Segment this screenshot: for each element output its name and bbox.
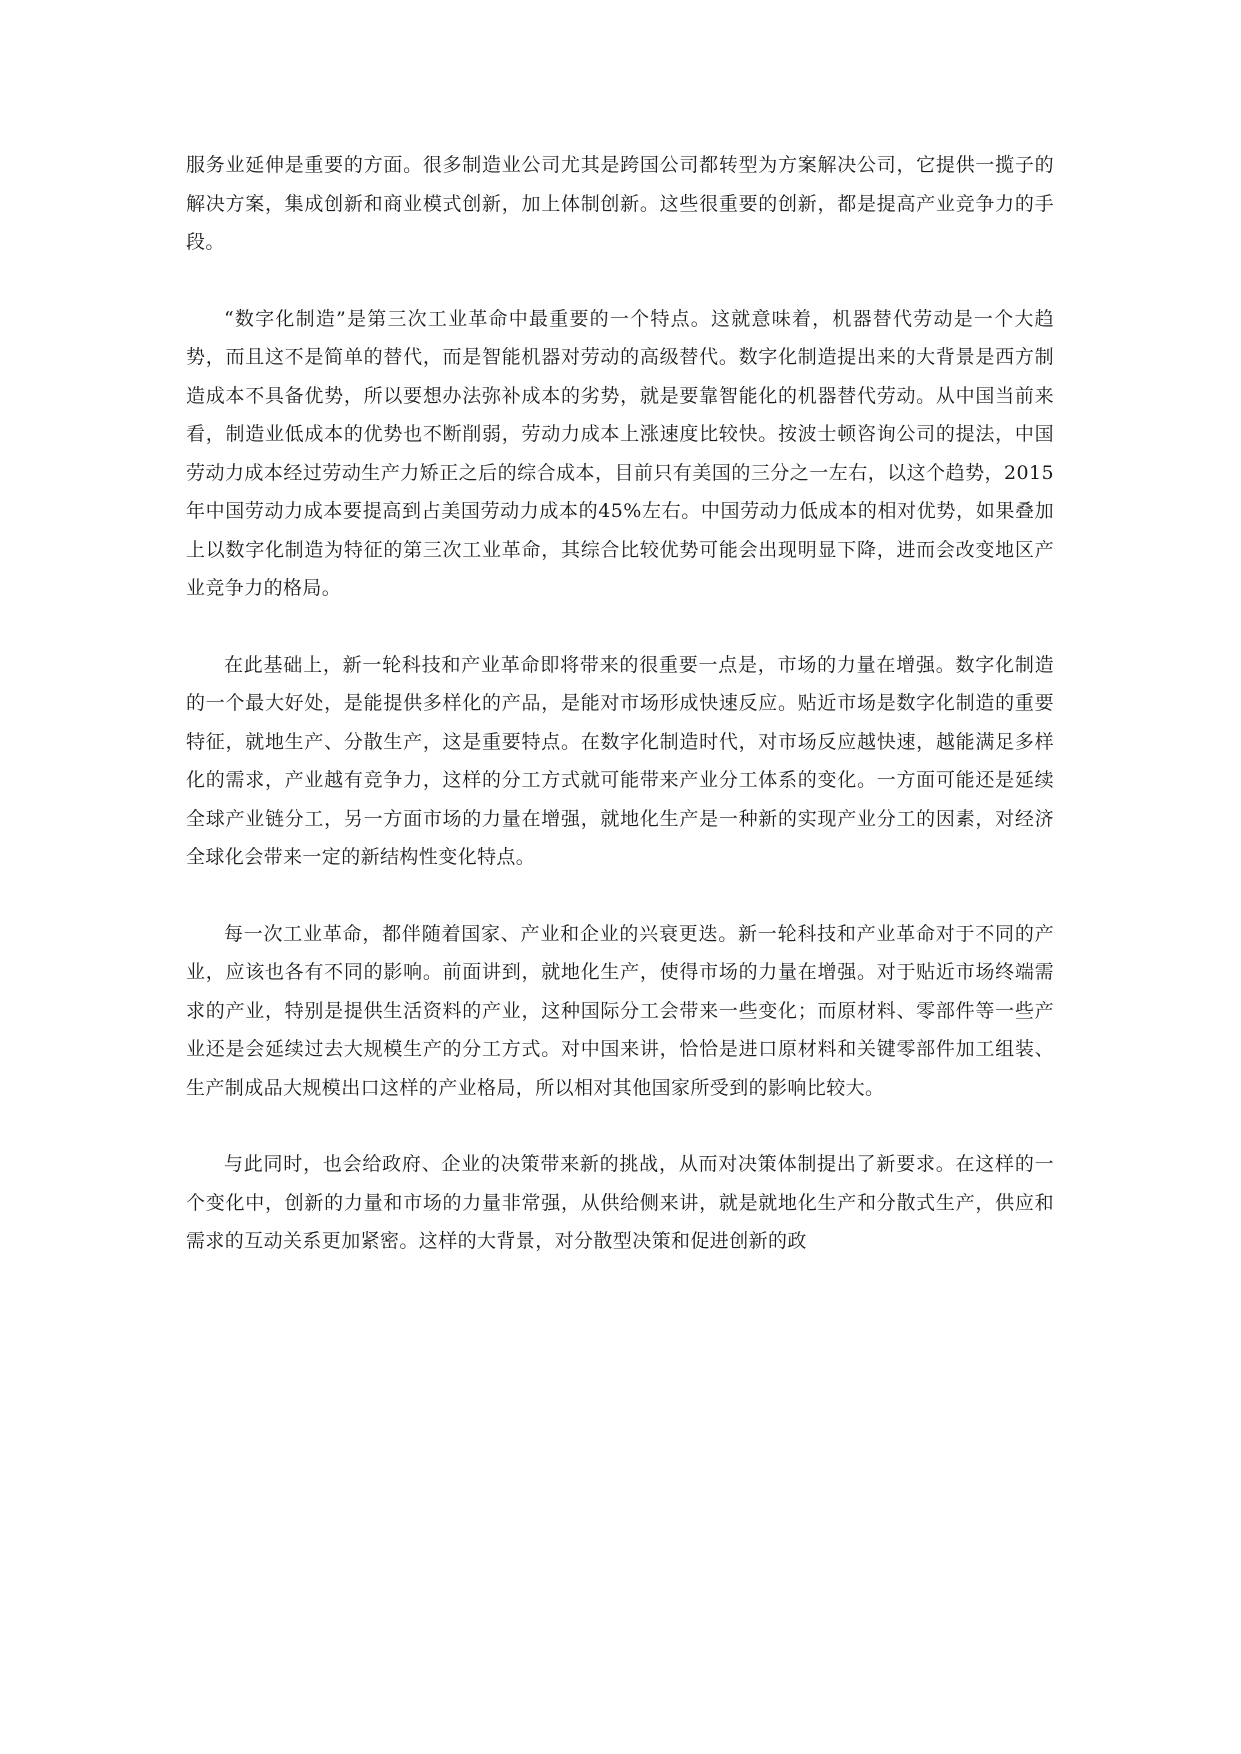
paragraph-digital-manufacturing: “数字化制造”是第三次工业革命中最重要的一个特点。这就意味着，机器替代劳动是一个大趋势，而且这不是简单的替代，而是智能机器对劳动的高级替代。数字化制造提出来的大背景是西方制造成本不具备优势，所以要想办法弥补成本的劣势，就是要靠智能化的机器替代劳动。从中国当前来看，制造业低成本的优势也不断削弱，劳动力成本上涨速度比较快。按波士顿咨询公司的提法，中国劳动力成本经过劳动生产力矫正之后的综合成本，目前只有美国的三分之一左右，以这个趋势，2015年中国劳动力成本要提高到占美国劳动力成本的45%左右。中国劳动力低成本的相对优势，如果叠加上以数字化制造为特征的第三次工业革命，其综合比较优势可能会出现明显下降，进而会改变地区产业竞争力的格局。	[186, 307, 1054, 599]
paragraph-decision-making-challenges: 与此同时，也会给政府、企业的决策带来新的挑战，从而对决策体制提出了新要求。在这样的一个变化中，创新的力量和市场的力量非常强，从供给侧来讲，就是就地化生产和分散式生产，供应和需求的互动关系更加紧密。这样的大背景，对分散型决策和促进创新的政	[186, 1153, 1054, 1252]
paragraph-industrial-revolution-impact: 每一次工业革命，都伴随着国家、产业和企业的兴衰更迭。新一轮科技和产业革命对于不同的产业，应该也各有不同的影响。前面讲到，就地化生产，使得市场的力量在增强。对于贴近市场终端需求的产业，特别是提供生活资料的产业，这种国际分工会带来一些变化；而原材料、零部件等一些产业还是会延续过去大规模生产的分工方式。对中国来讲，恰恰是进口原材料和关键零部件加工组装、生产制成品大规模出口这样的产业格局，所以相对其他国家所受到的影响比较大。	[186, 922, 1054, 1099]
document-body	[186, 146, 1054, 1299]
paragraph-market-power: 在此基础上，新一轮科技和产业革命即将带来的很重要一点是，市场的力量在增强。数字化制造的一个最大好处，是能提供多样化的产品，是能对市场形成快速反应。贴近市场是数字化制造的重要特征，就地生产、分散生产，这是重要特点。在数字化制造时代，对市场反应越快速，越能满足多样化的需求，产业越有竞争力，这样的分工方式就可能带来产业分工体系的变化。一方面可能还是延续全球产业链分工，另一方面市场的力量在增强，就地化生产是一种新的实现产业分工的因素，对经济全球化会带来一定的新结构性变化特点。	[186, 653, 1054, 868]
paragraph-service-extension: 服务业延伸是重要的方面。很多制造业公司尤其是跨国公司都转型为方案解决公司，它提供一揽子的解决方案，集成创新和商业模式创新，加上体制创新。这些很重要的创新，都是提高产业竞争力的手段。	[186, 154, 1054, 253]
